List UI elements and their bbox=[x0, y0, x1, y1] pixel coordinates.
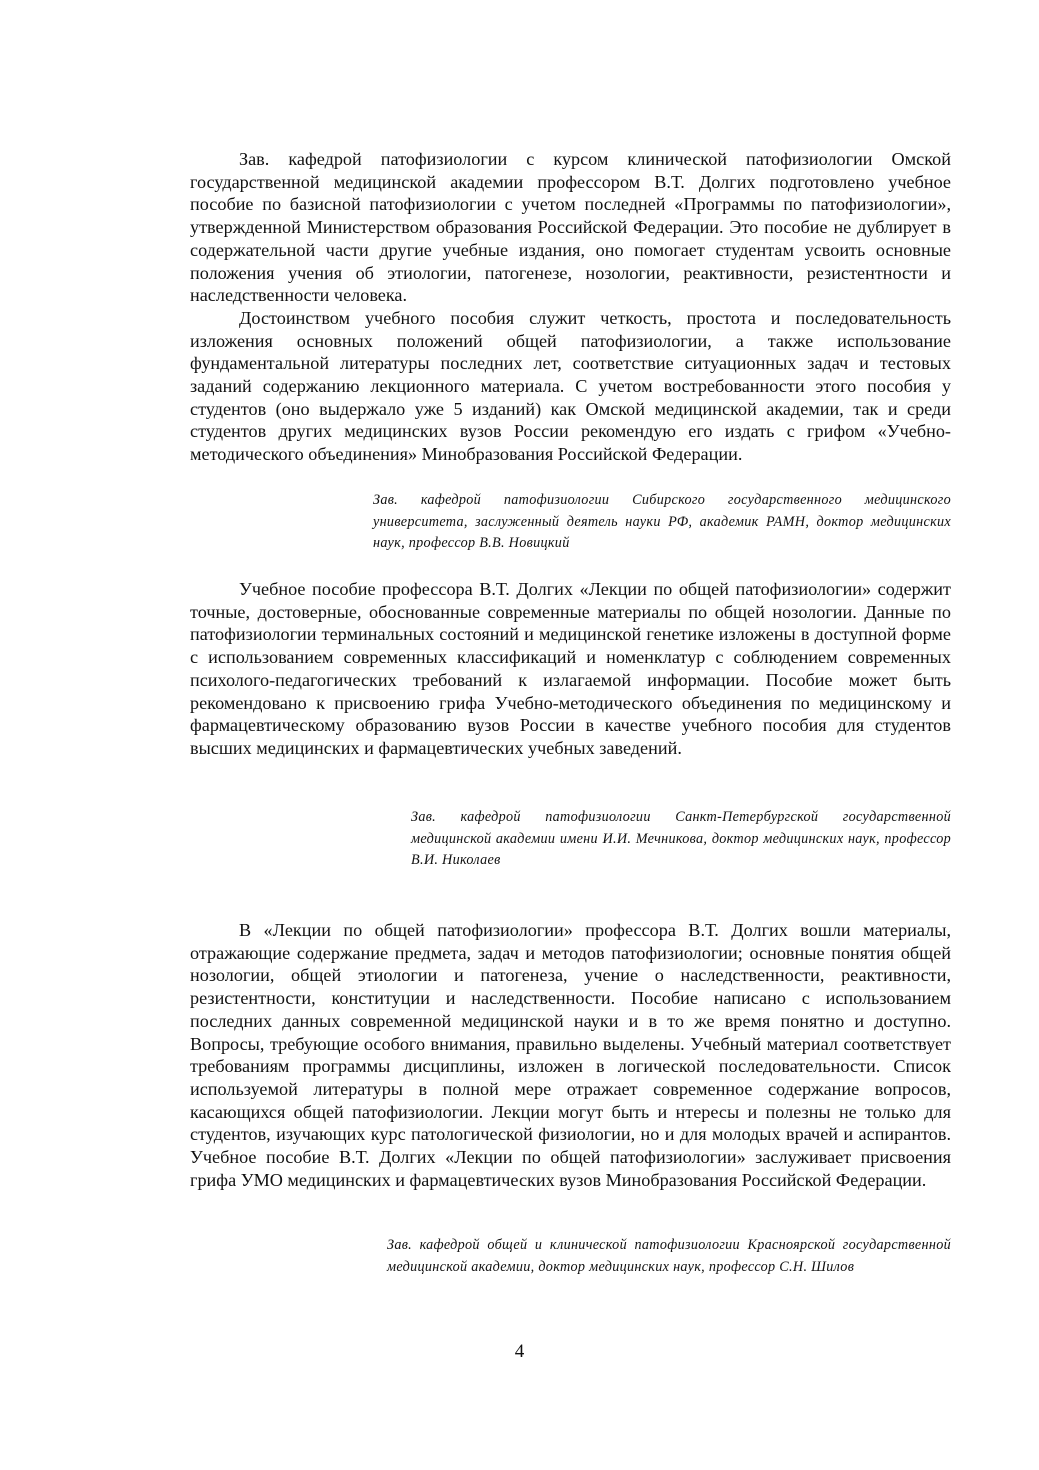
review-2-paragraph-1: Учебное пособие профессора В.Т. Долгих «Лекции по общей патофизиологии» содержит точные, достоверные, обоснованные современные материалы по общей нозологии. Данные по патофизиологии терминальных состояний и медицинской генетике изложены в доступной форме с использованием современных классификаций и номенклатур с соблюдением современных психолого-педагогических требований к излагаемой информации. Пособие может быть рекомендовано к присвоению грифа Учебно-методического объединения по медицинскому и фармацевтическому образованию вузов России в качестве учебного пособия для студентов высших медицинских и фармацевтических учебных заведений. bbox=[190, 579, 951, 758]
review-2 bbox=[190, 578, 951, 760]
review-3 bbox=[190, 919, 951, 1191]
review-3-paragraph-1: В «Лекции по общей патофизиологии» профессора В.Т. Долгих вошли материалы, отражающие содержание предмета, задач и методов патофизиологии; основные понятия общей нозологии, общей этиологии и патогенеза, учение о наследственности, реактивности, резистентности, конституции и наследственности. Пособие написано с использованием последних данных современной медицинской науки и в то же время понятно и доступно. Вопросы, требующие особого внимания, правильно выделены. Учебный материал соответствует требованиям программы дисциплины, изложен в логической последовательности. Список используемой литературы в полной мере отражает современное содержание вопросов, касающихся общей патофизиологии. Лекции могут быть и нтересы и полезны не только для студентов, изучающих курс патологической физиологии, но и для молодых врачей и аспирантов. Учебное пособие В.Т. Долгих «Лекции по общей патофизиологии» заслуживает присвоения грифа УМО медицинских и фармацевтических вузов Минобразования Российской Федерации. bbox=[190, 920, 951, 1190]
review-3-signature: Зав. кафедрой общей и клинической патофизиологии Красноярской государственной медицинской академии, доктор медицинских наук, профессор С.Н. Шилов bbox=[387, 1237, 951, 1275]
review-1 bbox=[190, 148, 951, 466]
review-1-paragraph-1: Зав. кафедрой патофизиологии с курсом клинической патофизиологии Омской государственной медицинской академии профессором В.Т. Долгих подготовлено учебное пособие по базисной патофизиологии с учетом последней «Программы по патофизиологии», утвержденной Министерством образования Российской Федерации. Это пособие не дублирует в содержательной части другие учебные издания, оно помогает студентам усвоить основные положения учения об этиологии, патогенезе, нозологии, реактивности, резистентности и наследственности человека. bbox=[190, 149, 951, 306]
review-1-signature: Зав. кафедрой патофизиологии Сибирского государственного медицинского университета, заслуженный деятель науки РФ, академик РАМН, доктор медицинских наук, профессор В.В. Новицкий bbox=[373, 492, 951, 551]
review-1-paragraph-2: Достоинством учебного пособия служит четкость, простота и последовательность изложения основных положений общей патофизиологии, а также использование фундаментальной литературы последних лет, соответствие ситуационных задач и тестовых заданий содержанию лекционного материала. С учетом востребованности этого пособия у студентов (оно выдержало уже 5 изданий) как Омской медицинской академии, так и среди студентов других медицинских вузов России рекомендую его издать с грифом «Учебно-методического объединения» Минобразования Российской Федерации. bbox=[190, 307, 951, 465]
review-2-signature: Зав. кафедрой патофизиологии Санкт-Петербургской государственной медицинской академии имени И.И. Мечникова, доктор медицинских наук, профессор В.И. Николаев bbox=[411, 809, 951, 868]
page-number: 4 bbox=[514, 1341, 525, 1362]
